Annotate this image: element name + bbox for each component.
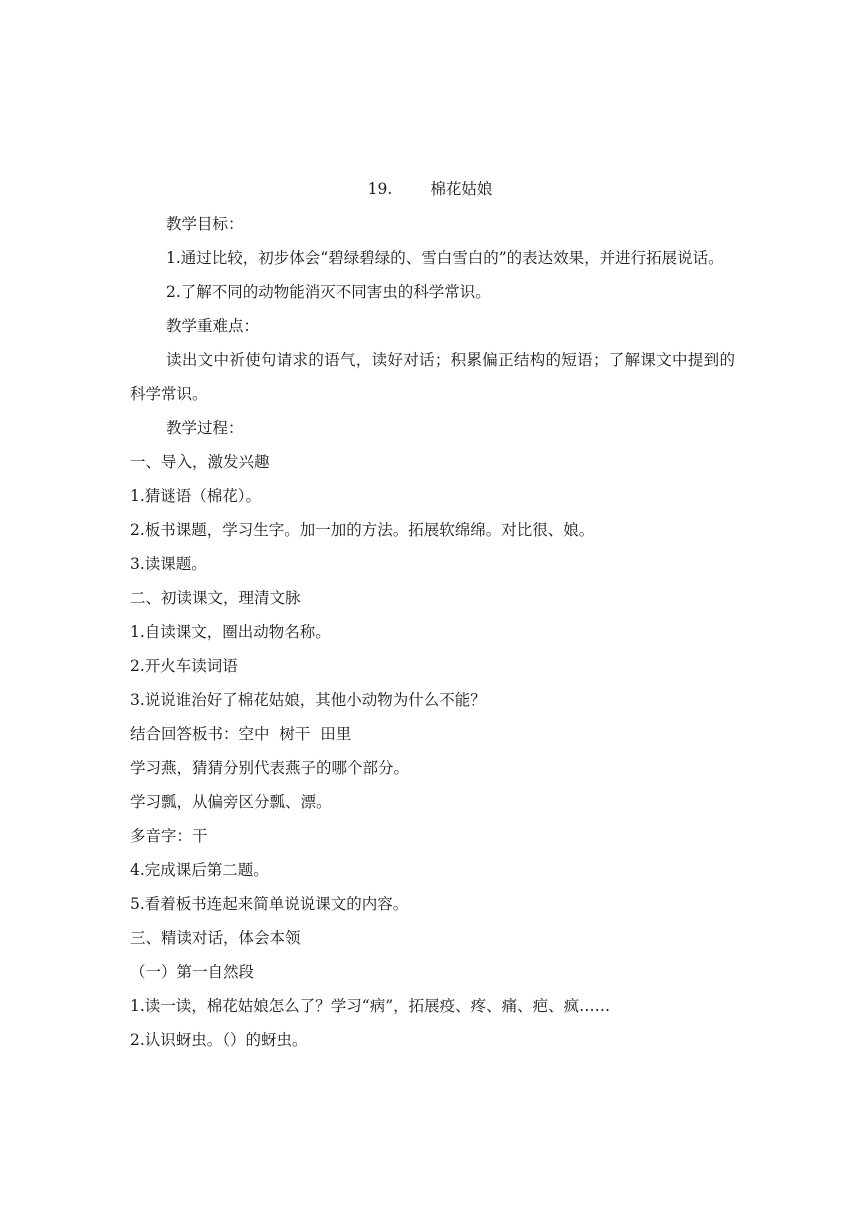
list-item: 1.猜谜语（棉花）。 [130, 487, 262, 505]
lesson-title [0, 177, 860, 201]
section-heading: 二、初读课文，理清文脉 [130, 589, 301, 607]
section-heading: 三、精读对话，体会本领 [130, 929, 301, 947]
list-item: 1.自读课文，圈出动物名称。 [130, 623, 331, 641]
lesson-number: 19. [367, 180, 393, 198]
list-item: 2.板书课题，学习生字。加一加的方法。拓展软绵绵。对比很、娘。 [130, 521, 595, 539]
list-item: 2.认识蚜虫。（）的蚜虫。 [130, 1031, 308, 1049]
paragraph: 读出文中祈使句请求的语气，读好对话；积累偏正结构的短语；了解课文中提到的科学常识。 [130, 351, 735, 403]
document-body [130, 207, 735, 1057]
list-item: 学习燕，猜猜分别代表燕子的哪个部分。 [130, 759, 410, 777]
list-item: 5.看着板书连起来简单说说课文的内容。 [130, 895, 409, 913]
list-item: 4.完成课后第二题。 [130, 861, 269, 879]
paragraph: 教学目标： [166, 215, 244, 233]
list-item: 结合回答板书：空中 树干 田里 [130, 725, 352, 743]
paragraph: 教学过程： [166, 419, 244, 437]
paragraph: 1.通过比较，初步体会“碧绿碧绿的、雪白雪白的”的表达效果，并进行拓展说话。 [166, 249, 724, 267]
paragraph: 2.了解不同的动物能消灭不同害虫的科学常识。 [166, 283, 491, 301]
list-item: 1.读一读，棉花姑娘怎么了？学习“病”，拓展疫、疼、痛、疤、疯…… [130, 997, 611, 1015]
list-item: 多音字：干 [130, 827, 208, 845]
list-item: 2.开火车读词语 [130, 657, 238, 675]
paragraph: 教学重难点： [166, 317, 260, 335]
subsection-heading: （一）第一自然段 [130, 963, 255, 981]
section-heading: 一、导入，激发兴趣 [130, 453, 270, 471]
list-item: 3.说说谁治好了棉花姑娘，其他小动物为什么不能？ [130, 691, 486, 709]
lesson-title-text: 棉花姑娘 [430, 180, 493, 198]
list-item: 3.读课题。 [130, 555, 207, 573]
list-item: 学习瓢，从偏旁区分瓢、漂。 [130, 793, 332, 811]
